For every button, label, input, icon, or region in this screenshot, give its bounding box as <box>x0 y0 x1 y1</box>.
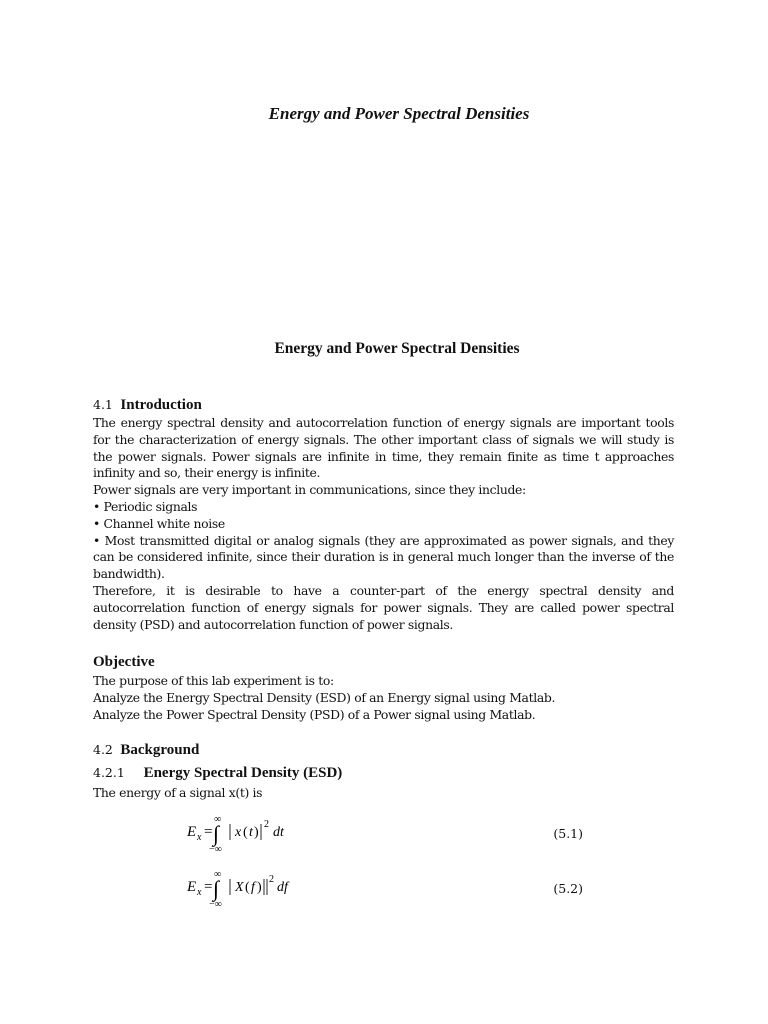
background-section-label: Background <box>120 742 200 758</box>
energy-intro-text: The energy of a signal x(t) is <box>93 785 263 800</box>
eq2-upper-limit: ∞ <box>214 869 222 880</box>
esd-heading <box>93 765 342 782</box>
eq2-differential: df <box>277 880 288 895</box>
bullet-transmitted-signals: • Most transmitted digital or analog signals (they are approximated as power signals, and they can be considered infinite, since their duration is in general much longer than the inverse of the bandwidth). <box>93 532 674 582</box>
equation-5-1-number: (5.1) <box>553 826 583 841</box>
bullet-white-noise: • Channel white noise <box>93 515 225 531</box>
objective-line-1: The purpose of this lab experiment is to: <box>93 673 334 688</box>
eq1-upper-limit: ∞ <box>214 814 222 825</box>
intro-paragraph-1: The energy spectral density and autocorrelation function of energy signals are important tools for the characterization of energy signals. The other important class of signals we will study is the power signals. Power signals are infinite in time, they remain finite as time t approaches infinity and so, their energy is infinite. <box>93 415 674 481</box>
intro-section-number: 4.1 <box>93 397 113 412</box>
eq2-function: X <box>235 880 244 895</box>
objective-line-2: Analyze the Energy Spectral Density (ESD) of an Energy signal using Matlab. <box>93 689 556 705</box>
svg-text:): ) <box>254 825 259 840</box>
eq1-differential: dt <box>273 825 284 840</box>
eq2-variable: f <box>251 880 255 895</box>
equation-5-2-number: (5.2) <box>553 881 583 896</box>
intro-heading <box>93 397 202 414</box>
eq2-lower-limit: −∞ <box>209 899 222 910</box>
esd-section-number: 4.2.1 <box>93 765 125 780</box>
eq1-lhs: E <box>187 824 197 840</box>
intro-section-label: Introduction <box>120 397 202 413</box>
eq1-lhs-sub: x <box>197 832 202 843</box>
eq1-equals: = <box>204 824 213 840</box>
esd-section-label: Energy Spectral Density (ESD) <box>143 765 343 781</box>
objective-body <box>93 673 674 723</box>
equation-5-1-formula <box>187 812 327 858</box>
eq1-exponent: 2 <box>264 819 269 830</box>
bullet-periodic: • Periodic signals <box>93 498 198 514</box>
eq2-integral-sign: ∫ <box>213 876 220 901</box>
svg-text:(: ( <box>243 825 248 840</box>
eq2-lhs-sub: x <box>197 887 202 898</box>
equation-5-2 <box>187 867 587 910</box>
objective-heading <box>93 654 155 671</box>
equation-5-1 <box>187 812 587 855</box>
background-heading <box>93 742 199 759</box>
objective-label: Objective <box>93 654 155 670</box>
equation-5-2-formula <box>187 867 327 913</box>
svg-text:): ) <box>257 880 262 895</box>
intro-body <box>93 415 674 633</box>
intro-paragraph-2: Power signals are very important in communications, since they include: <box>93 482 526 498</box>
eq1-integral-sign: ∫ <box>213 821 220 846</box>
background-section-number: 4.2 <box>93 742 113 757</box>
objective-line-3: Analyze the Power Spectral Density (PSD) of a Power signal using Matlab. <box>93 706 536 722</box>
eq2-equals: = <box>204 879 213 895</box>
document-title: Energy and Power Spectral Densities <box>268 104 530 123</box>
chapter-title: Energy and Power Spectral Densities <box>274 340 520 357</box>
eq1-variable: t <box>249 825 253 840</box>
svg-text:(: ( <box>245 880 250 895</box>
intro-paragraph-3: Therefore, it is desirable to have a counter-part of the energy spectral density and autocorrelation function of energy signals for power signals. They are called power spectral density (PSD) and autocorrelation function of power signals. <box>93 582 674 632</box>
eq2-exponent: 2 <box>269 874 274 885</box>
eq1-lower-limit: −∞ <box>209 844 222 855</box>
eq1-function: x <box>235 825 242 840</box>
eq2-lhs: E <box>187 879 197 895</box>
